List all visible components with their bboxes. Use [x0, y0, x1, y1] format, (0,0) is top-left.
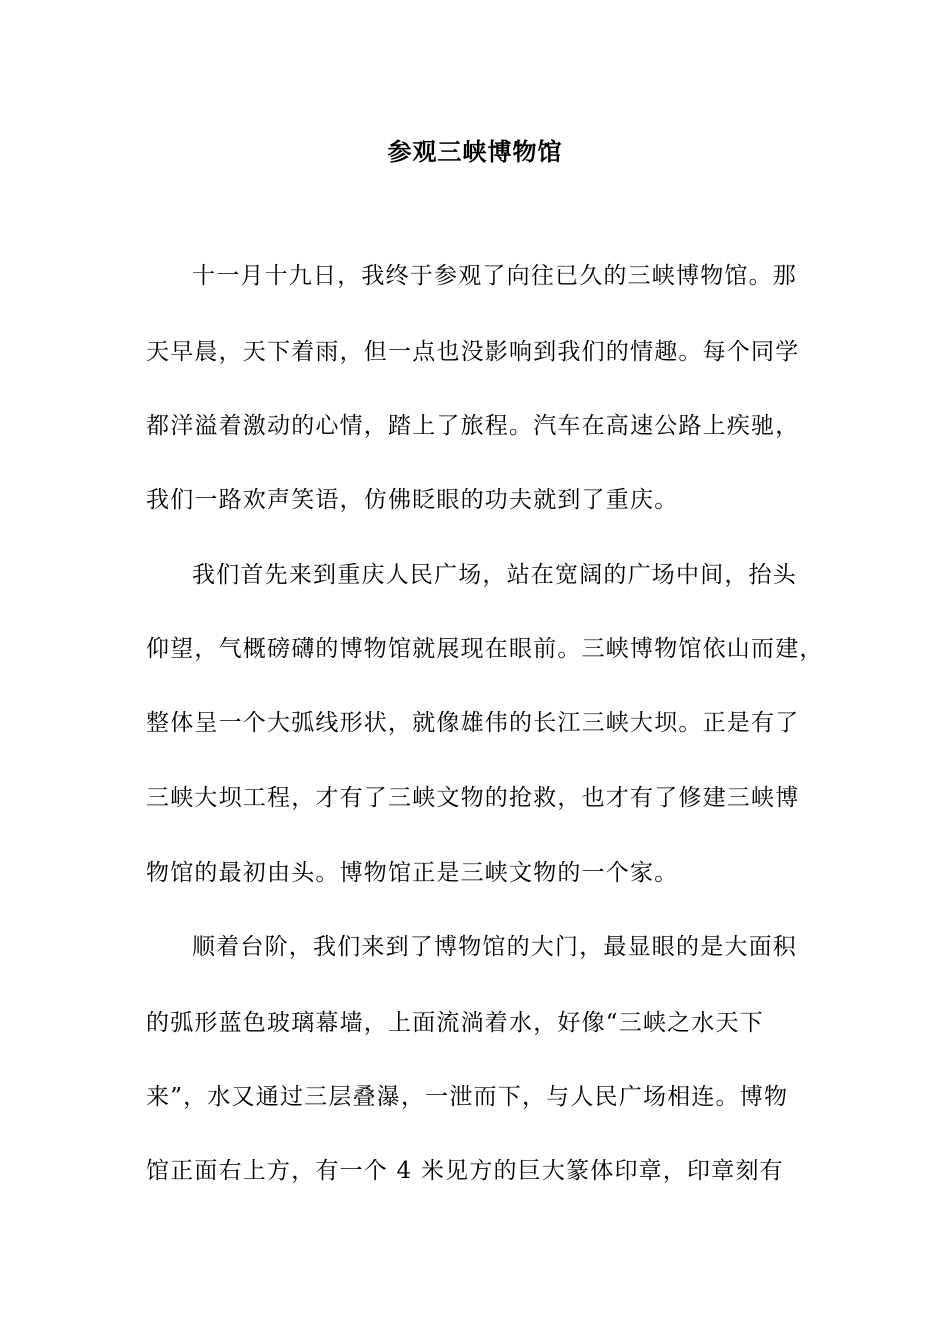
paragraph-line: 我们一路欢声笑语，仿佛眨眼的功夫就到了重庆。: [146, 487, 679, 513]
paragraph-line: 我们首先来到重庆人民广场，站在宽阔的广场中间，抬头: [192, 562, 797, 588]
paragraph-line: 仰望，气概磅礴的博物馆就展现在眼前。三峡博物馆依山而建，: [146, 636, 824, 662]
paragraph-line: 的弧形蓝色玻璃幕墙，上面流淌着水，好像“三峡之水天下: [146, 1010, 764, 1036]
paragraph-line: 十一月十九日，我终于参观了向往已久的三峡博物馆。那: [192, 263, 797, 289]
paragraph-line: 馆正面右上方，有一个 4 米见方的巨大篆体印章，印章刻有: [146, 1158, 784, 1184]
paragraph-line: 顺着台阶，我们来到了博物馆的大门，最显眼的是大面积: [192, 934, 797, 960]
document-title: 参观三峡博物馆: [387, 137, 563, 166]
paragraph-line: 天早晨，天下着雨，但一点也没影响到我们的情趣。每个同学: [146, 339, 800, 365]
paragraph-line: 物馆的最初由头。博物馆正是三峡文物的一个家。: [146, 860, 679, 886]
paragraph-line: 都洋溢着激动的心情，踏上了旅程。汽车在高速公路上疾驰，: [146, 413, 800, 439]
paragraph-line: 整体呈一个大弧线形状，就像雄伟的长江三峡大坝。正是有了: [146, 710, 800, 736]
paragraph-line: 三峡大坝工程，才有了三峡文物的抢救，也才有了修建三峡博: [146, 785, 800, 811]
paragraph-line: 来”，水又通过三层叠瀑，一泄而下，与人民广场相连。博物: [146, 1084, 789, 1110]
